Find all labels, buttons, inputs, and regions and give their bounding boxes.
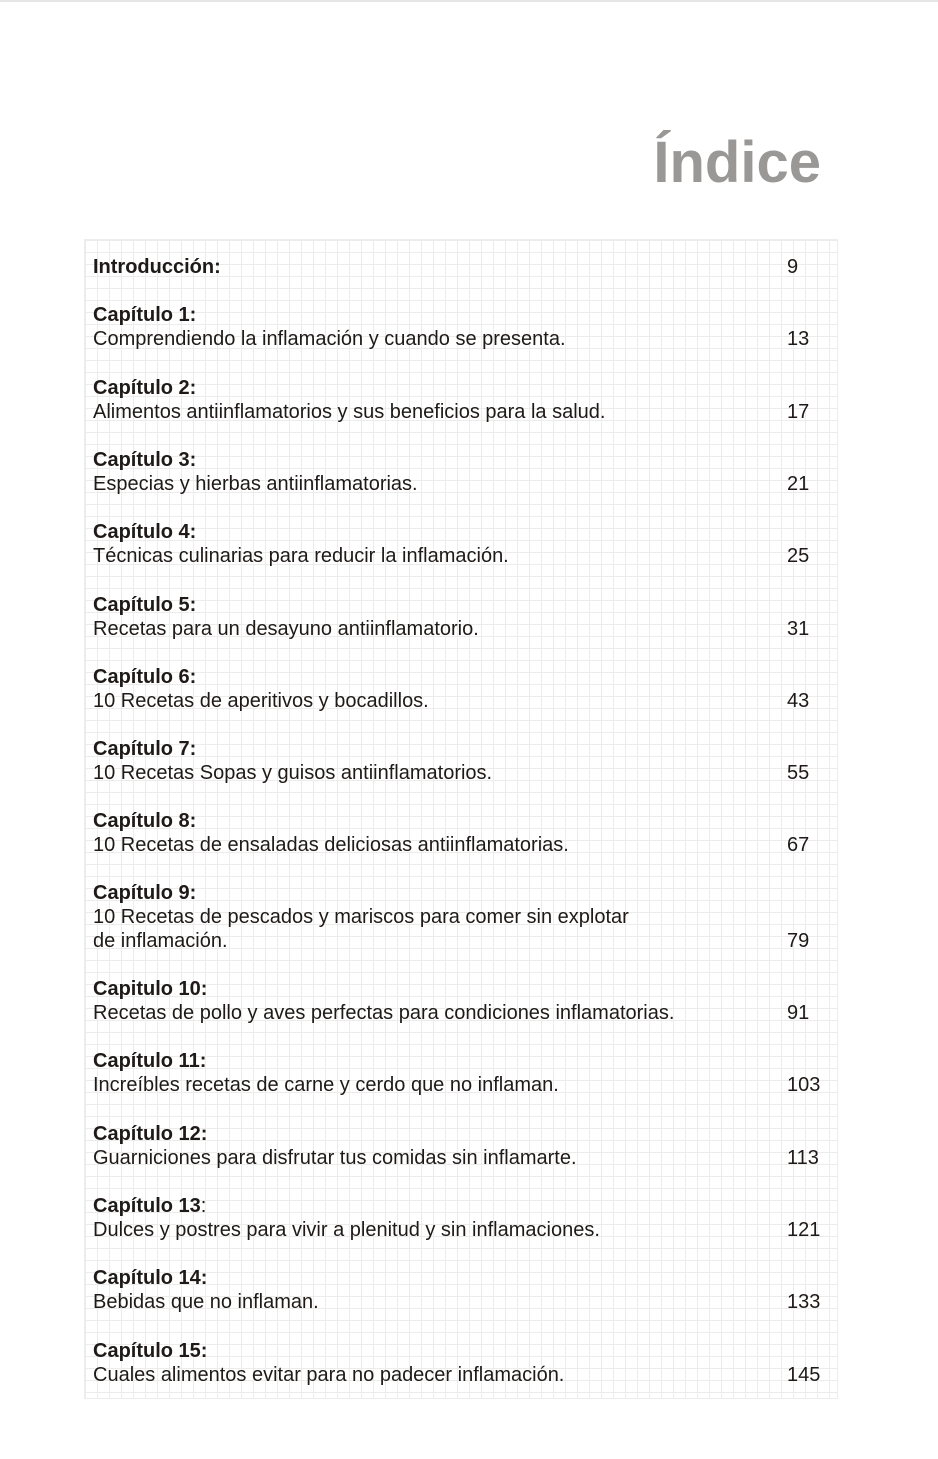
toc-entry-title: 10 Recetas de aperitivos y bocadillos. [93,690,429,712]
toc-entry-page-number: 21 [787,473,810,495]
toc-entry [93,1266,831,1314]
table-of-contents [84,239,838,1399]
toc-entry-title: 10 Recetas de ensaladas deliciosas antiinflamatorias. [93,834,569,856]
toc-entry-heading: Capítulo 11: [93,1050,207,1072]
toc-entry-title: Comprendiendo la inflamación y cuando se presenta. [93,328,566,350]
toc-entry-heading: Capítulo 2: [93,377,197,399]
toc-entry-heading: Capítulo 15: [93,1340,208,1362]
page-top-edge [0,0,938,2]
toc-entry-title: 10 Recetas Sopas y guisos antiinflamatorios. [93,762,493,784]
toc-entry-page-number: 43 [787,690,810,712]
toc-entry-heading: Capítulo 9: [93,882,197,904]
toc-entry-title: Bebidas que no inflaman. [93,1291,319,1313]
toc-entry-title: 10 Recetas de pescados y mariscos para comer sin explotar [93,906,629,928]
toc-entry-page-number: 17 [787,401,810,423]
toc-entry-page-number: 145 [787,1364,821,1386]
toc-entry-title: Dulces y postres para vivir a plenitud y sin inflamaciones. [93,1219,600,1241]
toc-entry-page-number: 133 [787,1291,821,1313]
toc-entry [93,881,831,953]
toc-entry [93,665,831,713]
toc-entry-heading: Capítulo 7: [93,738,197,760]
toc-entry-page-number: 55 [787,762,810,784]
toc-entry-title: Guarniciones para disfrutar tus comidas sin inflamarte. [93,1147,577,1169]
toc-entry-title: Técnicas culinarias para reducir la inflamación. [93,545,509,567]
toc-entry-page-number: 79 [787,930,810,952]
toc-entry-page-number: 121 [787,1219,821,1241]
toc-entry-page-number: 31 [787,618,810,640]
toc-entry-title: Especias y hierbas antiinflamatorias. [93,473,418,495]
toc-entry [93,809,831,857]
toc-entry [93,520,831,568]
toc-entry-heading: Capítulo 13: [93,1195,207,1217]
toc-entry-page-number: 113 [787,1147,819,1169]
toc-entry [93,1339,831,1387]
toc-entry-heading: Capítulo 14: [93,1267,208,1289]
toc-entry-title: de inflamación. [93,930,228,952]
toc-entry-page-number: 91 [787,1002,810,1024]
toc-entry-title: Alimentos antiinflamatorios y sus beneficios para la salud. [93,401,606,423]
toc-entry-heading: Capítulo 4: [93,521,197,543]
toc-entry-heading: Capítulo 1: [93,304,197,326]
toc-entry-heading: Capítulo 6: [93,666,197,688]
page-title: Índice [653,130,821,195]
toc-entry-heading: Capítulo 5: [93,594,197,616]
toc-entry [93,448,831,496]
toc-entry-page-number: 13 [787,328,810,350]
toc-entry-title: Increíbles recetas de carne y cerdo que no inflaman. [93,1074,559,1096]
toc-entry [93,1122,831,1170]
toc-entry [93,593,831,641]
toc-entry [93,737,831,785]
toc-entry-title: Cuales alimentos evitar para no padecer inflamación. [93,1364,565,1386]
toc-entry [93,977,831,1025]
toc-entry-title: Recetas para un desayuno antiinflamatorio. [93,618,479,640]
toc-entry-heading: Capítulo 8: [93,810,197,832]
toc-entry-page-number: 9 [787,256,799,278]
toc-entry-page-number: 103 [787,1074,821,1096]
toc-entry [93,1194,831,1242]
toc-entry-heading: Capítulo 3: [93,449,197,471]
toc-entry [93,1049,831,1097]
toc-entry-title: Recetas de pollo y aves perfectas para condiciones inflamatorias. [93,1002,675,1024]
toc-entry-page-number: 25 [787,545,810,567]
toc-entry-heading: Capítulo 12: [93,1123,208,1145]
toc-entry [93,255,831,279]
toc-entry-heading: Introducción: [93,256,221,278]
toc-entry-heading: Capitulo 10: [93,978,208,1000]
toc-entry-page-number: 67 [787,834,810,856]
toc-entry [93,303,831,351]
toc-entry [93,376,831,424]
